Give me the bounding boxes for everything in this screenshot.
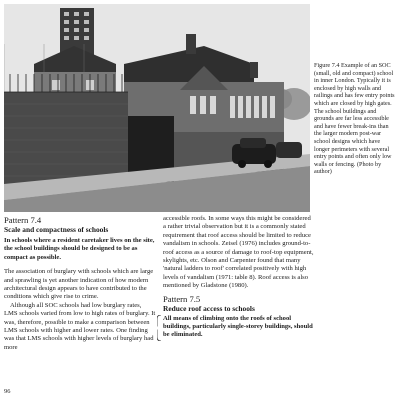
pattern-7-4-paragraph-2: Although all SOC schools had low burglary rates, LMS schools varied from low to high rates of burglary. It was, therefore, possible to make a comparison between LMS schools with higher and lower rates. One finding was that LMS schools with higher levels of burglary had more [4,301,156,351]
pattern-7-5-lead: All means of climbing onto the roofs of school buildings, particularly single-storey buildings, should be eliminated. [163,314,313,339]
left-column [4,215,156,352]
pattern-7-4-title: Pattern 7.4 [4,215,42,225]
pattern-7-4-paragraph-1: The association of burglary with schools which are large and sprawling is yet another indication of how modern architectural design appears to have contributed to the conditions which give rise to crime. [4,268,154,301]
pattern-7-5-subtitle: Reduce roof access to schools [163,303,255,313]
photo-image [4,4,310,212]
continuation-paragraph: accessible roofs. In some ways this might be considered a rather trivial observation but it is a commonly stated requirement that roof access should be limited to reduce vandalism in schools. Zeisel (1976) includes ground-to-roof access as a source of damage to roof-top equipment, skylights, etc. Olson and Carpenter found that many 'natural ladders to roof' correlated positively with high levels of vandalism (1971: table 8). Roof access is also mentioned by Gladstone (1980). [163,215,314,290]
figure-caption: Figure 7.4 Example of an SOC (small, old and compact) school in inner London. Typically it is enclosed by high walls and railings and has few entry points which are closed by high gates. The school buildings and grounds are far less accessible and have fewer break-ins than the larger modern post-war school designs which have longer perimeters with several entry points and often only low walls or fencing. (Photo by author) [314,62,395,176]
high-wall [4,92,128,184]
pattern-7-4-subtitle: Scale and compactness of schools [4,225,109,234]
right-column [163,215,315,340]
school-photograph [4,4,310,212]
page-number: 96 [4,388,11,395]
pattern-7-5-title: Pattern 7.5 [163,293,201,304]
bracket-mark [157,315,161,341]
pattern-7-4-lead: In schools where a resident caretaker lives on the site, the school buildings should be designed to be as compact as possible. [4,237,155,261]
